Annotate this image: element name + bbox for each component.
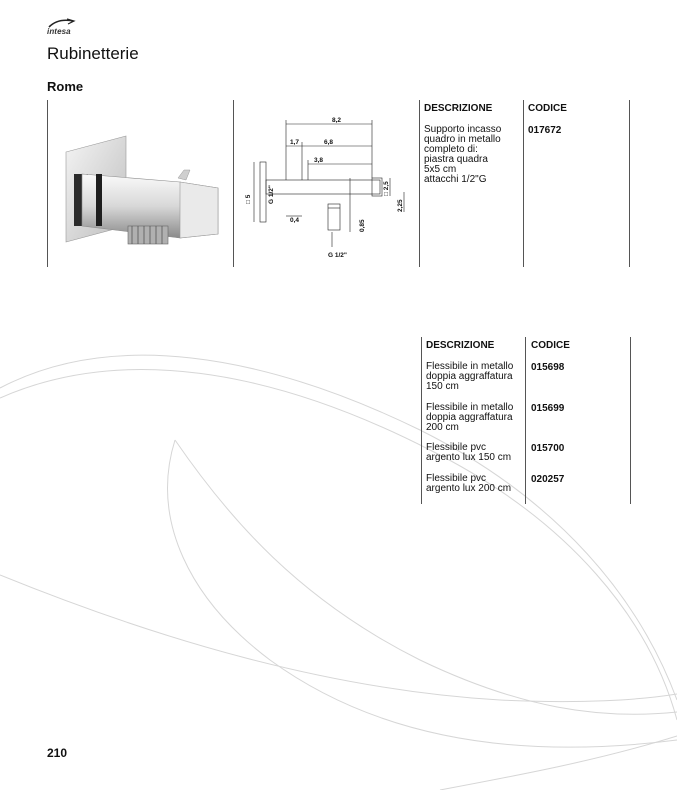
product-photo — [60, 130, 220, 260]
desc-line: 150 cm — [426, 381, 459, 392]
desc-line: doppia aggraffatura — [426, 371, 513, 382]
table2-row3-code: 015700 — [531, 443, 565, 454]
table2-row2-desc — [426, 403, 513, 433]
table2-row1-code: 015698 — [531, 362, 565, 373]
table1-desc-header: DESCRIZIONE — [424, 103, 493, 114]
table2-row4-code: 020257 — [531, 474, 565, 485]
table2-row3-desc — [426, 443, 511, 463]
divider — [421, 337, 422, 504]
desc-line: Flessibile pvc — [426, 473, 487, 484]
dim-0-4: 0,4 — [290, 217, 300, 224]
table2-desc-header: DESCRIZIONE — [426, 340, 495, 351]
dim-square-2-5: □ 2,5 — [383, 181, 390, 196]
page-number: 210 — [47, 746, 68, 760]
desc-line: 200 cm — [426, 422, 459, 433]
dim-6-8: 6,8 — [324, 139, 334, 146]
desc-line: attacchi 1/2"G — [424, 174, 487, 185]
dim-2-25: 2,25 — [397, 199, 404, 212]
product-name: Rome — [47, 79, 84, 94]
table1-code-header: CODICE — [528, 103, 567, 114]
desc-line: quadro in metallo — [424, 134, 501, 145]
dim-8-2: 8,2 — [332, 117, 342, 124]
divider — [629, 100, 630, 267]
divider — [630, 337, 631, 504]
section-title: Rubinetterie — [47, 44, 139, 63]
dim-g12-left: G 1/2" — [268, 185, 275, 204]
desc-line: doppia aggraffatura — [426, 412, 513, 423]
desc-line: piastra quadra — [424, 154, 488, 165]
table1-row1-code: 017672 — [528, 125, 562, 136]
divider — [47, 100, 48, 267]
desc-line: argento lux 200 cm — [426, 483, 512, 494]
dim-square-5: □ 5 — [245, 194, 252, 204]
divider — [525, 337, 526, 504]
dim-3-8: 3,8 — [314, 157, 324, 164]
dim-0-85: 0,85 — [359, 219, 366, 232]
table2-row1-desc — [426, 362, 513, 392]
desc-line: Flessibile in metallo — [426, 361, 514, 372]
divider — [233, 100, 234, 267]
desc-line: Flessibile pvc — [426, 442, 487, 453]
desc-line: argento lux 150 cm — [426, 452, 512, 463]
desc-line: Flessibile in metallo — [426, 402, 514, 413]
logo-text: intesa — [47, 27, 71, 36]
desc-line: completo di: — [424, 144, 478, 155]
table1-row1-desc — [424, 125, 501, 185]
table2-code-header: CODICE — [531, 340, 570, 351]
divider — [419, 100, 420, 267]
divider — [523, 100, 524, 267]
table2-row4-desc — [426, 474, 511, 494]
dim-1-7: 1,7 — [290, 139, 300, 146]
desc-line: Supporto incasso — [424, 124, 502, 135]
dim-g12-bottom: G 1/2" — [328, 252, 347, 259]
brand-logo — [47, 18, 77, 38]
table2-row2-code: 015699 — [531, 403, 565, 414]
technical-drawing — [240, 112, 415, 262]
desc-line: 5x5 cm — [424, 164, 457, 175]
